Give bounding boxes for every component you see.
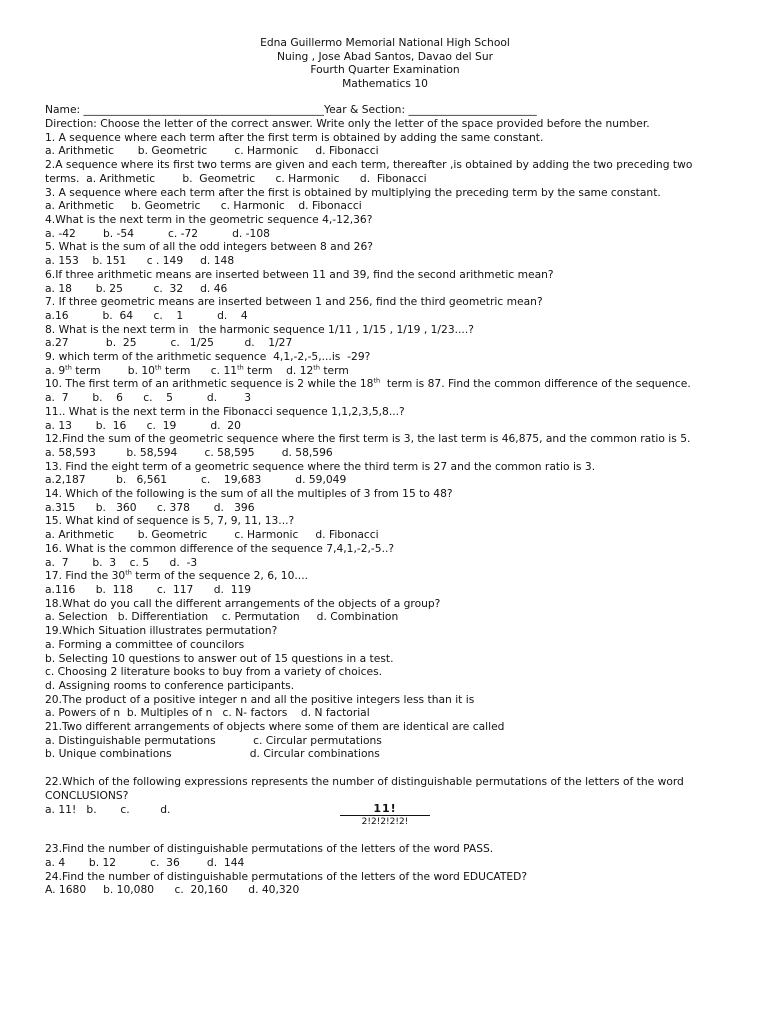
exam-line: 5. What is the sum of all the odd integers between 8 and 26?	[45, 240, 373, 254]
exam-line: a. 7 b. 6 c. 5 d. 3	[45, 391, 252, 405]
exam-line: a. 4 b. 12 c. 36 d. 144	[45, 855, 245, 869]
directions: Direction: Choose the letter of the correct answer. Write only the letter of the space provided before the number.	[45, 117, 650, 131]
exam-line: 23.Find the number of distinguishable permutations of the letters of the word PASS.	[45, 842, 494, 856]
exam-line: a. 18 b. 25 c. 32 d. 46	[45, 281, 228, 295]
exam-line: a. 9th term b. 10th term c. 11th term d. 12th term	[45, 363, 349, 377]
exam-line: 6.If three arithmetic means are inserted between 11 and 39, find the second arithmetic mean?	[45, 267, 554, 281]
exam-line: a. 153 b. 151 c . 149 d. 148	[45, 254, 235, 268]
school-address: Nuing , Jose Abad Santos, Davao del Sur	[276, 49, 493, 63]
question-list-end	[45, 842, 725, 897]
exam-line: 4.What is the next term in the geometric sequence 4,-12,36?	[45, 213, 373, 226]
exam-line: 14. Which of the following is the sum of all the multiples of 3 from 15 to 48?	[45, 487, 453, 501]
question-22-text: 22.Which of the following expressions represents the number of distinguishable permutations of the letters of the word	[45, 775, 684, 789]
exam-line: 13. Find the eight term of a geometric sequence where the third term is 27 and the common ratio is 3.	[45, 459, 596, 473]
exam-line: 20.The product of a positive integer n and all the positive integers less than it is	[45, 692, 475, 706]
fraction-denominator: 2!2!2!2!2!	[340, 815, 430, 828]
exam-line: 3. A sequence where each term after the first is obtained by multiplying the preceding term by the same constant.	[45, 185, 661, 199]
exam-line: a. Forming a committee of councilors	[45, 637, 245, 651]
exam-line: a. Selection b. Differentiation c. Permutation d. Combination	[45, 610, 399, 624]
exam-header	[45, 36, 725, 90]
exam-line: c. Choosing 2 literature books to buy from a variety of choices.	[45, 665, 383, 679]
exam-line: a. -42 b. -54 c. -72 d. -108	[45, 226, 270, 240]
exam-line: 10. The first term of an arithmetic sequence is 2 while the 18th term is 87. Find the common difference of the sequence.	[45, 376, 691, 391]
exam-line: 8. What is the next term in the harmonic sequence 1/11 , 1/15 , 1/19 , 1/23....?	[45, 322, 474, 336]
exam-line: 2.A sequence where its first two terms are given and each term, thereafter ,is obtained by adding the two preceding two	[45, 158, 693, 172]
exam-title: Fourth Quarter Examination	[310, 63, 460, 77]
exam-line: 17. Find the 30th term of the sequence 2, 6, 10....	[45, 568, 308, 583]
question-22	[45, 775, 725, 828]
exam-line: a. 7 b. 3 c. 5 d. -3	[45, 555, 198, 569]
exam-line: 9. which term of the arithmetic sequence 4,1,-2,-5,...is -29?	[45, 350, 371, 364]
exam-line: 1. A sequence where each term after the first term is obtained by adding the same constant.	[45, 130, 544, 144]
exam-line: a.2,187 b. 6,561 c. 19,683 d. 59,049	[45, 473, 347, 487]
exam-line: a.116 b. 118 c. 117 d. 119	[45, 582, 252, 596]
exam-line: 7. If three geometric means are inserted between 1 and 256, find the third geometric mean?	[45, 295, 543, 309]
question-22-word: CONCLUSIONS?	[45, 788, 129, 802]
exam-line: b. Unique combinations d. Circular combinations	[45, 747, 380, 761]
name-section-line: Name: _____________________________________________Year & Section: ________________________	[45, 103, 537, 117]
exam-line: 12.Find the sum of the geometric sequence where the first term is 3, the last term is 46,875, and the common ratio is 5.	[45, 432, 691, 446]
question-list	[45, 131, 725, 761]
exam-line: terms. a. Arithmetic b. Geometric c. Harmonic d. Fibonacci	[45, 171, 427, 185]
exam-line: A. 1680 b. 10,080 c. 20,160 d. 40,320	[45, 883, 300, 897]
question-22-choices: a. 11! b. c. d.	[45, 802, 171, 816]
exam-line: b. Selecting 10 questions to answer out of 15 questions in a test.	[45, 651, 394, 665]
exam-line: a.315 b. 360 c. 378 d. 396	[45, 500, 255, 514]
exam-line: a. Powers of n b. Multiples of n c. N- factors d. N factorial	[45, 706, 370, 720]
exam-line: a. Distinguishable permutations c. Circular permutations	[45, 733, 382, 747]
subject-title: Mathematics 10	[342, 76, 428, 90]
exam-line: a. Arithmetic b. Geometric c. Harmonic d. Fibonacci	[45, 528, 379, 542]
exam-line: a. 13 b. 16 c. 19 d. 20	[45, 418, 241, 432]
fraction-expression	[340, 802, 430, 828]
exam-line: a.16 b. 64 c. 1 d. 4	[45, 308, 248, 322]
exam-line: 15. What kind of sequence is 5, 7, 9, 11, 13...?	[45, 514, 295, 528]
exam-line: 16. What is the common difference of the sequence 7,4,1,-2,-5..?	[45, 541, 395, 555]
exam-line: 19.Which Situation illustrates permutation?	[45, 624, 278, 638]
exam-line: 21.Two different arrangements of objects where some of them are identical are called	[45, 720, 505, 734]
exam-line: 11.. What is the next term in the Fibonacci sequence 1,1,2,3,5,8...?	[45, 404, 405, 418]
exam-page	[45, 36, 725, 897]
fraction-numerator: 11!	[373, 802, 397, 816]
exam-line: d. Assigning rooms to conference participants.	[45, 678, 295, 692]
exam-line: a. Arithmetic b. Geometric c. Harmonic d. Fibonacci	[45, 144, 379, 158]
school-name: Edna Guillermo Memorial National High School	[260, 36, 510, 49]
exam-line: 24.Find the number of distinguishable permutations of the letters of the word EDUCATED?	[45, 869, 528, 883]
exam-line: a.27 b. 25 c. 1/25 d. 1/27	[45, 336, 293, 350]
exam-line: a. Arithmetic b. Geometric c. Harmonic d. Fibonacci	[45, 199, 362, 213]
exam-line: 18.What do you call the different arrangements of the objects of a group?	[45, 596, 441, 610]
exam-line: a. 58,593 b. 58,594 c. 58,595 d. 58,596	[45, 445, 333, 459]
